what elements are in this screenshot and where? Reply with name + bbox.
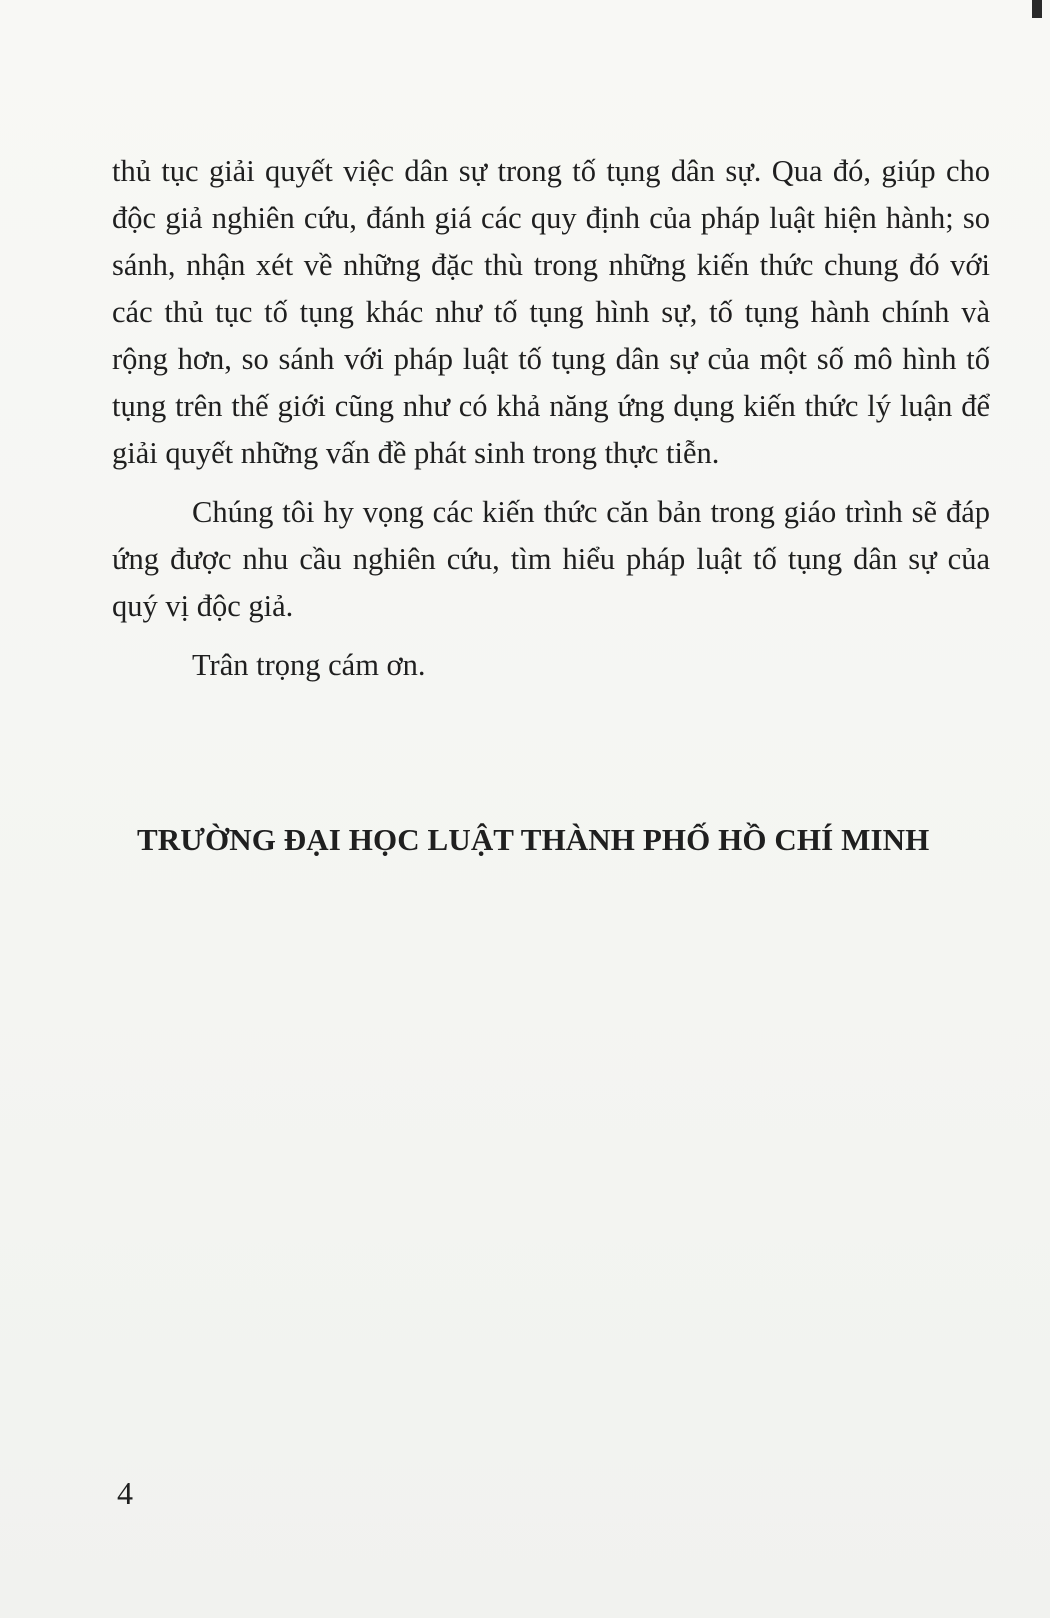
page-edge-mark xyxy=(1032,0,1042,18)
publisher-signature: TRƯỜNG ĐẠI HỌC LUẬT THÀNH PHỐ HỒ CHÍ MINH xyxy=(137,822,930,857)
paragraph-procedure-summary: thủ tục giải quyết việc dân sự trong tố tụng dân sự. Qua đó, giúp cho độc giả nghiên cứu, đánh giá các quy định của pháp luật hiện hành; so sánh, nhận xét về những đặc thù trong những kiến thức chung đó với các thủ tục tố tụng khác như tố tụng hình sự, tố tụng hành chính và rộng hơn, so sánh với pháp luật tố tụng dân sự của một số mô hình tố tụng trên thế giới cũng như có khả năng ứng dụng kiến thức lý luận để giải quyết những vấn đề phát sinh trong thực tiễn. xyxy=(112,154,990,470)
paragraph-thanks: Trân trọng cám ơn. xyxy=(192,648,426,682)
paragraph-hope-statement: Chúng tôi hy vọng các kiến thức căn bản trong giáo trình sẽ đáp ứng được nhu cầu nghiên cứu, tìm hiểu pháp luật tố tụng dân sự của quý vị độc giả. xyxy=(112,495,990,623)
body-text xyxy=(112,148,990,689)
page-number: 4 xyxy=(117,1475,133,1511)
